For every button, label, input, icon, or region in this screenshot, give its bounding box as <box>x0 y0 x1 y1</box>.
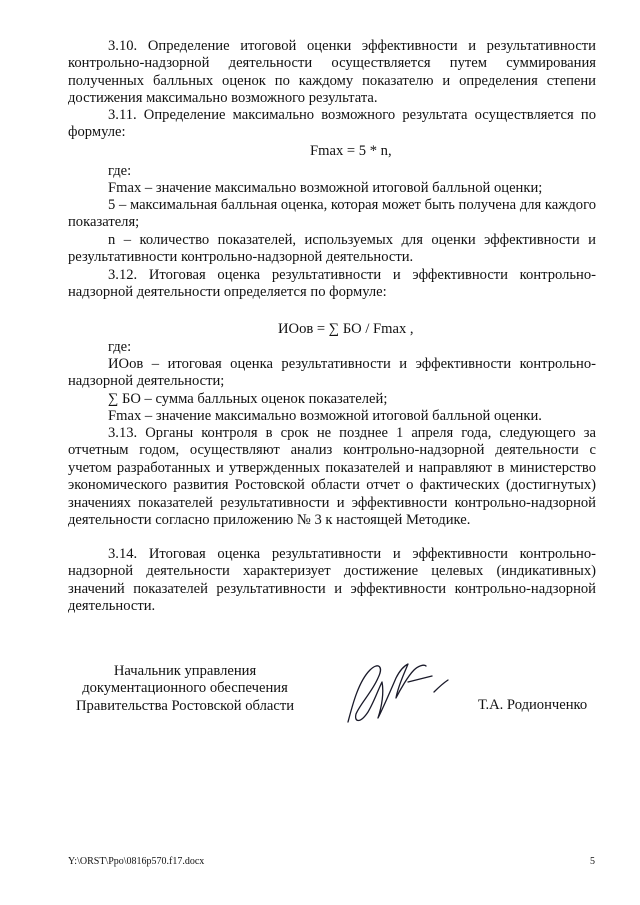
paragraph-3-11: 3.11. Определение максимально возможного результата осуществляется по формуле: <box>68 107 596 141</box>
definition-n: n – количество показателей, используемых для оценки эффективности и результативности контрольно-надзорной деятельности. <box>68 232 596 266</box>
definition-fmax-1: Fmax – значение максимально возможной итоговой балльной оценки; <box>108 180 543 196</box>
signatory-title-line-1: Начальник управления <box>113 663 257 679</box>
definition-fmax-2: Fmax – значение максимально возможной итоговой балльной оценки. <box>108 408 542 424</box>
signatory-title <box>60 663 310 715</box>
formula-fmax: Fmax = 5 * n, <box>310 143 392 159</box>
paragraph-3-13: 3.13. Органы контроля в срок не позднее 1 апреля года, следующего за отчетным годом, осуществляют анализ контрольно-надзорной деятельности с учетом разработанных и утвержденных показателей и направляют в министерство экономического развития Ростовской области отчет о фактических (достигнутых) значениях показателей результативности и эффективности контрольно-надзорной деятельности согласно приложению № 3 к настоящей Методике. <box>68 425 596 529</box>
paragraph-3-10: 3.10. Определение итоговой оценки эффективности и результативности контрольно-надзорной деятельности осуществляется путем суммирования полученных балльных оценок по каждому показателю и определения степени достижения максимально возможного результата. <box>68 38 596 107</box>
definition-iov: ИОов – итоговая оценка результативности и эффективности контрольно-надзорной деятельности; <box>68 356 596 390</box>
signatory-title-line-3: Правительства Ростовской области <box>75 697 295 714</box>
paragraph-3-14: 3.14. Итоговая оценка результативности и эффективности контрольно-надзорной деятельности характеризует достижение целевых (индикативных) значений показателей результативности и эффективности контрольно-надзорной деятельности. <box>68 546 596 615</box>
formula-iov: ИОов = ∑ БО / Fmax , <box>278 321 414 337</box>
where-label-2: где: <box>108 339 132 355</box>
definition-bo: ∑ БО – сумма балльных оценок показателей; <box>108 391 388 407</box>
paragraph-3-12: 3.12. Итоговая оценка результативности и эффективности контрольно-надзорной деятельности определяется по формуле: <box>68 267 596 301</box>
signatory-name: Т.А. Родионченко <box>478 697 588 713</box>
signatory-title-line-2: документационного обеспечения <box>82 680 288 697</box>
definition-5: 5 – максимальная балльная оценка, которая может быть получена для каждого показателя; <box>68 197 596 231</box>
footer-file-path: Y:\ORST\Ppo\0816p570.f17.docx <box>68 856 205 867</box>
page-number: 5 <box>590 856 595 867</box>
where-label-1: где: <box>108 163 132 179</box>
handwritten-signature <box>338 652 453 734</box>
